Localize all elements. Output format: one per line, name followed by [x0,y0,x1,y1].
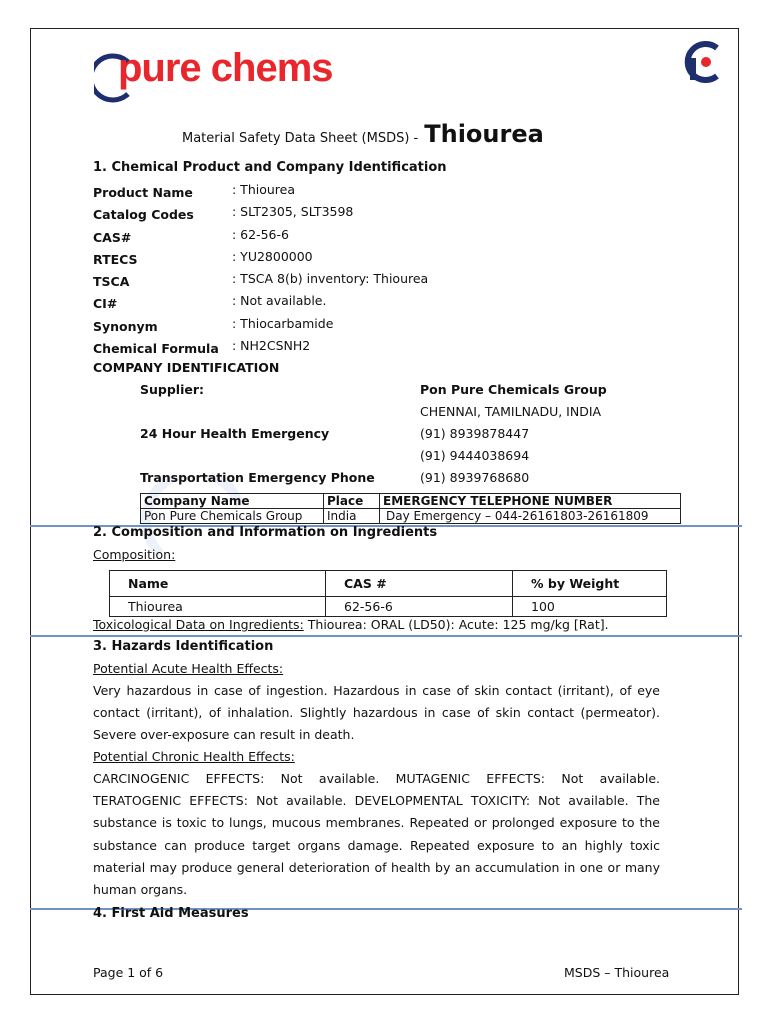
contact-cell: Day Emergency – 044-26161803-26161809 [380,509,681,524]
health-emergency-label: 24 Hour Health Emergency [140,426,330,441]
field-row [93,226,289,249]
section3-heading: 3. Hazards Identification [93,639,274,654]
contact-header-cell: Company Name [141,494,324,509]
field-label: CAS# [93,229,132,245]
health-phone-2: (91) 9444038694 [420,448,530,463]
field-value: : YU2800000 [232,248,313,264]
contact-header-cell: EMERGENCY TELEPHONE NUMBER [380,494,681,509]
title-product: Thiourea [424,120,544,148]
health-phone-1: (91) 8939878447 [420,426,530,441]
field-row [93,182,296,204]
chronic-effects-label: Potential Chronic Health Effects: [93,749,295,764]
footer-doc-name: MSDS – Thiourea [564,965,670,980]
contact-cell: Pon Pure Chemicals Group [141,509,324,524]
transport-phone: (91) 8939768680 [420,470,530,485]
field-label: TSCA [93,274,130,290]
logo-text: pure chems [118,46,333,90]
company-identification-heading: COMPANY IDENTIFICATION [93,360,280,375]
field-value: : Not available. [232,293,327,309]
composition-cell: 62-56-6 [326,597,513,617]
document-title [182,120,544,148]
title-prefix: Material Safety Data Sheet (MSDS) - [182,131,419,146]
contact-cell: India [324,509,380,524]
section1-heading: 1. Chemical Product and Company Identification [93,160,447,175]
supplier-name: Pon Pure Chemicals Group [420,382,607,397]
field-row [93,271,429,293]
field-value: : 62-56-6 [232,226,289,242]
field-label: Product Name [93,185,193,200]
field-row [93,248,313,271]
identification-fields [93,182,429,360]
field-label: Synonym [93,318,158,334]
contact-header-cell: Place [324,494,380,509]
contact-table-row [141,509,681,524]
field-value: : SLT2305, SLT3598 [232,204,354,220]
composition-label: Composition: [93,547,176,562]
footer-page-number: Page 1 of 6 [93,965,164,980]
contact-table-header-row [141,494,681,509]
field-label: Catalog Codes [93,207,194,223]
supplier-label: Supplier: [140,382,205,397]
composition-table [109,570,667,617]
tox-text: Thiourea: ORAL (LD50): Acute: 125 mg/kg [Rat]. [303,617,609,632]
field-label: CI# [93,296,118,312]
corner-logo-icon [681,40,725,88]
composition-header-cell: Name [110,571,326,597]
contact-table [140,493,681,524]
tox-label: Toxicological Data on Ingredients: [93,617,304,632]
field-value: : Thiocarbamide [232,315,334,331]
composition-header-row [110,571,667,597]
field-row [93,293,327,315]
composition-cell: 100 [513,597,667,617]
composition-header-cell: CAS # [326,571,513,597]
acute-effects-label: Potential Acute Health Effects: [93,661,284,676]
chronic-effects-text: CARCINOGENIC EFFECTS: Not available. MUTAGENIC EFFECTS: Not available. TERATOGENIC EFFECTS: Not available. DEVELOPMENTAL TOXICITY: Not available. The substance is toxic to lungs, mucous membranes. Repeated or prolonged exposure to the substance can produce target organs damage. Repeated exposure to an highly toxic material may produce general deterioration of health by an accumulation in one or many human organs. [93,771,660,898]
transport-emergency-label: Transportation Emergency Phone [140,470,375,485]
field-value: : Thiourea [232,182,296,197]
field-row [93,315,334,338]
composition-cell: Thiourea [110,597,326,617]
field-value: : TSCA 8(b) inventory: Thiourea [232,271,429,287]
composition-row [110,597,667,617]
composition-header-cell: % by Weight [513,571,667,597]
section2-heading: 2. Composition and Information on Ingredients [93,525,438,540]
toxicological-data [93,617,609,632]
supplier-address: CHENNAI, TAMILNADU, INDIA [420,404,602,419]
field-label: Chemical Formula [93,341,219,357]
page-divider [30,635,742,637]
acute-effects-text: Very hazardous in case of ingestion. Hazardous in case of skin contact (irritant), of eye contact (irritant), of inhalation. Slightly hazardous in case of skin contact (permeator). Severe over-exposure can result in death. [93,683,660,743]
section4-heading: 4. First Aid Measures [93,906,249,921]
field-row [93,338,311,360]
field-value: : NH2CSNH2 [232,338,311,354]
field-row [93,204,354,226]
field-label: RTECS [93,251,138,267]
